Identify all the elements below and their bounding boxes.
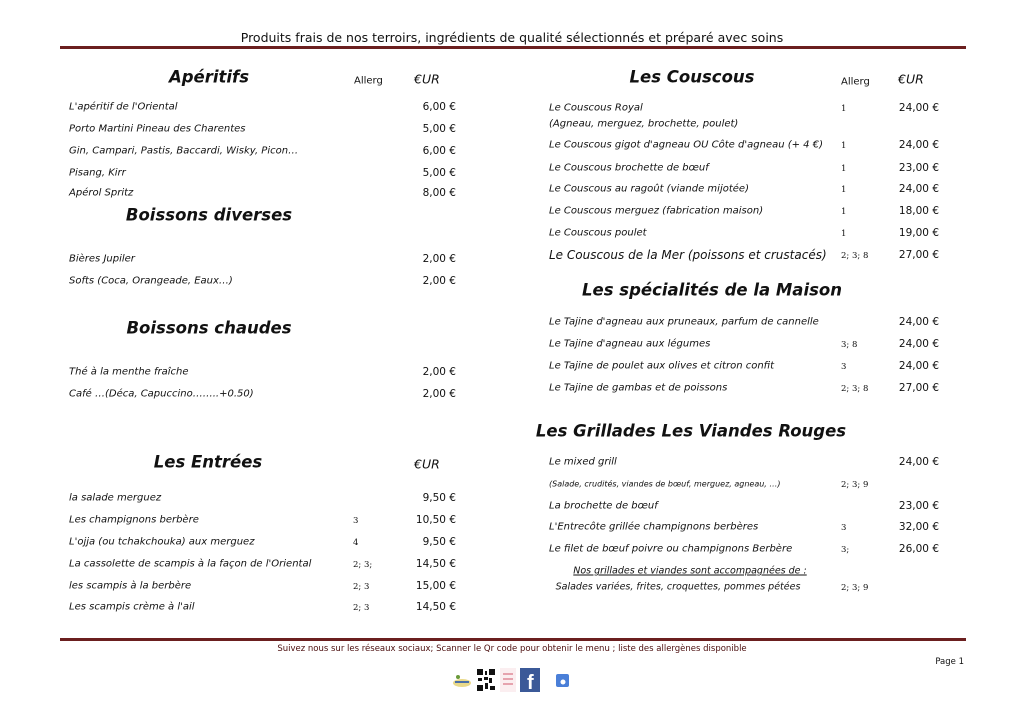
menu-item-price: 23,00 € [898,162,939,174]
menu-item-price: 6,00 € [422,145,456,157]
menu-item-name: La cassolette de scampis à la façon de l'Oriental [69,558,312,570]
garnish-note-text: Salades variées, frites, croquettes, pommes pétées [555,581,801,593]
menu-item-name: Les scampis crème à l'ail [69,601,195,613]
garnish-note-title: Nos grillades et viandes sont accompagnées de : [573,565,807,577]
menu-item-name: Le Couscous de la Mer (poissons et crustacés) [549,248,827,262]
menu-item-allergens: 2; 3; 8 [841,251,869,261]
menu-item-allergens: 3 [353,516,359,526]
section-heading: Les spécialités de la Maison [581,280,843,300]
menu-item-allergens: 2; 3 [353,582,370,592]
menu-item-price: 18,00 € [898,205,939,217]
section-heading: Boissons diverses [125,205,293,225]
menu-item-name: Le Couscous brochette de bœuf [549,162,709,174]
menu-item-price: 9,50 € [422,492,456,504]
menu-item-allergens: 1 [841,185,847,195]
menu-item-price: 24,00 € [898,456,939,468]
menu-item-price: 5,00 € [422,167,456,179]
menu-item-price: 14,50 € [415,558,456,570]
menu-item-price: 8,00 € [422,187,456,199]
menu-item-price: 2,00 € [422,253,456,265]
menu-item-name: Le Couscous poulet [549,227,647,239]
menu-item-allergens: 2; 3 [353,603,370,613]
menu-item-name: la salade merguez [69,492,162,504]
menu-item-price: 24,00 € [898,139,939,151]
menu-item-price: 27,00 € [898,249,939,261]
section-heading: Apéritifs [168,67,250,87]
menu-item-price: 2,00 € [422,275,456,287]
menu-item-name: L'Entrecôte grillée champignons berbères [549,521,759,533]
menu-item-name: Pisang, Kirr [69,167,126,179]
bottom-divider [60,638,966,641]
section-heading: Boissons chaudes [126,318,292,338]
menu-item-price: 32,00 € [898,521,939,533]
menu-item-price: 27,00 € [898,382,939,394]
menu-item-price: 24,00 € [898,338,939,350]
menu-item-allergens: 3; 8 [841,340,858,350]
top-divider [60,46,966,49]
menu-item-price: 24,00 € [898,316,939,328]
menu-item-name: Le Couscous au ragoût (viande mijotée) [549,183,749,195]
menu-item-price: 23,00 € [898,500,939,512]
menu-item-allergens: 3 [841,523,847,533]
tagline: Produits frais de nos terroirs, ingrédients de qualité sélectionnés et préparé avec soins [240,30,784,45]
menu-item-price: 15,00 € [415,580,456,592]
menu-item-name: Thé à la menthe fraîche [69,366,189,378]
menu-item-allergens: 2; 3; 8 [841,384,869,394]
menu-item-price: 26,00 € [898,543,939,555]
menu-item-price: 10,50 € [415,514,456,526]
menu-item-name: La brochette de bœuf [549,500,658,512]
menu-item-name: Porto Martini Pineau des Charentes [69,123,246,135]
menu-item-name: Softs (Coca, Orangeade, Eaux…) [69,275,233,287]
section-heading: Les Couscous [629,67,755,87]
google-my-business-icon[interactable] [554,671,572,689]
garnish-note-allergens: 2; 3; 9 [841,583,869,593]
menu-item-allergens: 1 [841,164,847,174]
menu-item-name: (Agneau, merguez, brochette, poulet) [549,118,739,130]
menu-item-name: Le mixed grill [549,456,617,468]
menu-item-allergens: 4 [353,538,359,548]
menu-item-name: Le Tajine d'agneau aux légumes [549,338,711,350]
menu-item-allergens: 1 [841,229,847,239]
menu-item-allergens: 3 [841,362,847,372]
allergen-list-icon[interactable] [500,668,516,692]
menu-item-name: Le Tajine d'agneau aux pruneaux, parfum de cannelle [549,316,819,328]
restaurant-logo-icon[interactable] [452,672,472,688]
menu-item-price: 24,00 € [898,102,939,114]
menu-item-price: 2,00 € [422,388,456,400]
page-number: Page 1 [935,657,964,667]
menu-item-price: 5,00 € [422,123,456,135]
menu-item-name: L'ojja (ou tchakchouka) aux merguez [69,536,255,548]
menu-item-allergens: 1 [841,104,847,114]
menu-item-name: (Salade, crudités, viandes de bœuf, merguez, agneau, …) [549,479,781,489]
price-column-header: €UR [414,456,440,472]
menu-item-name: Café …(Déca, Capuccino……..+0.50) [69,388,254,400]
menu-item-allergens: 1 [841,141,847,151]
menu-item-allergens: 2; 3; [353,560,373,570]
menu-item-price: 14,50 € [415,601,456,613]
menu-item-name: Les champignons berbère [69,514,199,526]
menu-item-name: Le Couscous gigot d'agneau OU Côte d'agneau (+ 4 €) [549,139,823,151]
menu-item-name: Le Tajine de poulet aux olives et citron confit [549,360,775,372]
menu-item-price: 6,00 € [422,101,456,113]
menu-item-price: 9,50 € [422,536,456,548]
allergens-column-header: Allerg [354,75,383,87]
section-heading: Les Grillades Les Viandes Rouges [535,421,847,441]
menu-item-allergens: 3; [841,545,850,555]
menu-item-name: Le filet de bœuf poivre ou champignons Berbère [549,543,793,555]
section-heading: Les Entrées [153,452,263,472]
menu-item-name: Apérol Spritz [69,187,134,199]
qr-code-icon[interactable] [476,668,496,692]
menu-item-allergens: 1 [841,207,847,217]
menu-item-name: L'apéritif de l'Oriental [69,101,178,113]
menu-item-name: Le Tajine de gambas et de poissons [549,382,728,394]
menu-item-name: Le Couscous merguez (fabrication maison) [549,205,764,217]
menu-item-price: 24,00 € [898,360,939,372]
menu-item-name: les scampis à la berbère [69,580,192,592]
price-column-header: €UR [414,71,440,87]
menu-item-price: 24,00 € [898,183,939,195]
footer-icons [452,668,572,692]
menu-item-name: Gin, Campari, Pastis, Baccardi, Wisky, Picon… [69,145,299,157]
menu-item-price: 19,00 € [898,227,939,239]
allergens-column-header: Allerg [841,76,870,88]
menu-item-allergens: 2; 3; 9 [841,480,869,490]
footer-text: Suivez nous sur les réseaux sociaux; Scanner le Qr code pour obtenir le menu ; liste des allergènes disponible [277,644,747,654]
price-column-header: €UR [898,71,924,87]
menu-item-name: Le Couscous Royal [549,102,643,114]
facebook-icon[interactable] [520,668,540,692]
svg-text:f: f [527,672,534,692]
menu-item-price: 2,00 € [422,366,456,378]
menu-item-name: Bières Jupiler [69,253,135,265]
